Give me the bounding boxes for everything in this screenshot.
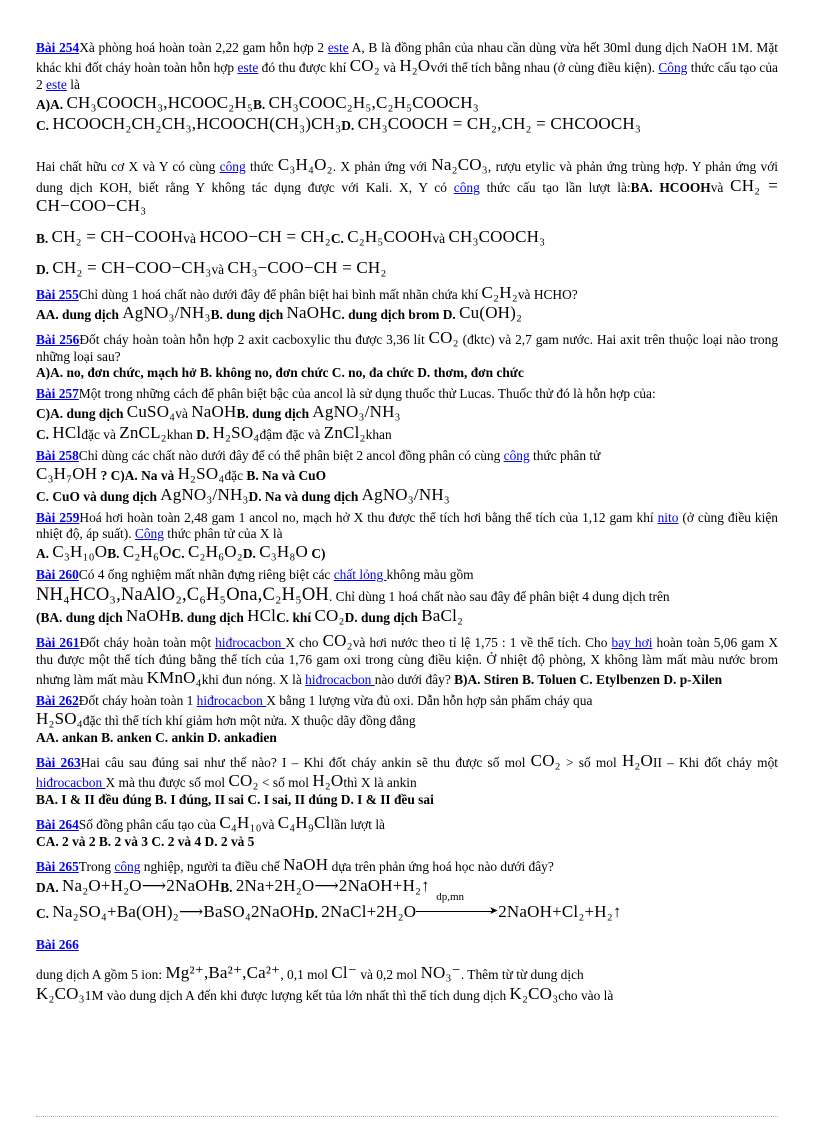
text: và xyxy=(261,817,278,833)
cong-link[interactable]: công xyxy=(503,447,530,463)
question-c3h4o2 xyxy=(36,155,778,279)
option-label: D. xyxy=(196,427,213,443)
question-255 xyxy=(36,283,778,324)
hidrocacbon-link[interactable]: hiđrocacbon xyxy=(305,671,375,687)
option-b: B. 2 và 3 xyxy=(98,833,152,849)
option-c: C₂H₆O₂ xyxy=(188,542,243,562)
text: và xyxy=(379,60,400,76)
options xyxy=(36,792,778,809)
option-b: B. không no, đơn chức xyxy=(199,365,332,381)
question-261-link[interactable]: Bài 261 xyxy=(36,634,80,650)
question-256 xyxy=(36,328,778,382)
formula: H₂O xyxy=(312,771,344,791)
text: . Thêm từ từ dung dịch xyxy=(460,967,584,983)
formula: NO₃⁻ xyxy=(420,963,461,983)
question-263-link[interactable]: Bài 263 xyxy=(36,754,81,770)
formula: NaOH xyxy=(191,402,237,422)
option-b: HCOO−CH = CH₂ xyxy=(199,227,331,247)
text: X bằng 1 lượng vừa đủ oxi. Dẫn hỗn hợp sản phẩm cháy qua xyxy=(266,692,593,708)
text: Hoá hơi hoàn toàn 2,48 gam 1 ancol no, mạch hở X thu được thể tích hơi bằng thể tích của 1,12 gam khí xyxy=(79,509,658,525)
question-261 xyxy=(36,631,778,689)
options xyxy=(36,606,778,627)
text: và xyxy=(710,179,724,195)
question-265 xyxy=(36,855,778,923)
option-c: HCOOCH₂CH₂CH₃,HCOOCH(CH₃)CH₃ xyxy=(52,114,342,134)
formula: CO₂ xyxy=(228,771,259,791)
formula: H₂SO₄ xyxy=(212,423,260,443)
text: không màu gồm xyxy=(386,567,474,583)
option-d: D. 2 và 5 xyxy=(204,833,255,849)
formula: CO₂ xyxy=(349,56,380,76)
electrolysis-arrow xyxy=(416,891,499,918)
chat-long-link[interactable]: chất lỏng xyxy=(333,567,387,583)
option-label: C. xyxy=(36,427,53,443)
options xyxy=(36,464,778,485)
question-259-link[interactable]: Bài 259 xyxy=(36,509,80,525)
nito-link[interactable]: nito xyxy=(657,509,679,525)
text: dung dịch A gồm 5 ion: xyxy=(36,967,166,983)
question-256-link[interactable]: Bài 256 xyxy=(36,332,80,348)
text: Chỉ dùng 1 hoá chất nào dưới đây để phân biệt hai bình mất nhãn chứa khí xyxy=(78,286,482,302)
formula: KMnO₄ xyxy=(146,667,202,687)
option-label: D. dung dịch xyxy=(344,610,422,626)
text: khan xyxy=(365,427,392,443)
text: II – Khi đốt cháy một xyxy=(653,754,778,770)
option-label: C. xyxy=(171,546,189,562)
formula: CuSO₄ xyxy=(126,402,176,422)
question-265-link[interactable]: Bài 265 xyxy=(36,858,79,874)
text: (ở cùng điều kiện nhiệt độ, áp suất). xyxy=(36,509,778,542)
option-label: C. xyxy=(330,231,348,247)
formula: Mg²⁺,Ba²⁺,Ca²⁺ xyxy=(165,963,281,983)
formula: ZnCL₂ xyxy=(119,423,167,443)
document-page xyxy=(36,40,778,1009)
cong-link[interactable]: Công xyxy=(134,526,164,542)
text: X cho xyxy=(285,634,323,650)
options xyxy=(36,258,778,279)
answer-key: CA. 2 và 2 xyxy=(36,833,99,849)
text: đó thu được khí xyxy=(258,60,350,76)
text: cho vào là xyxy=(558,988,614,1004)
formula: AgNO₃/NH₃ xyxy=(160,485,249,504)
option-label: B. dung dịch xyxy=(171,610,248,626)
text: dựa trên phản ứng hoá học nào dưới đây? xyxy=(328,858,554,874)
options xyxy=(36,485,778,506)
options xyxy=(36,876,778,897)
text: Hai câu sau đúng sai như thế nào? I – Khi đốt cháy ankin sẽ thu được số mol xyxy=(80,754,531,770)
hidrocacbon-link[interactable]: hiđrocacbon xyxy=(36,775,106,791)
este-link[interactable]: este xyxy=(46,77,67,93)
formula: Na₂CO₃ xyxy=(431,154,488,174)
option-label: D. xyxy=(304,906,322,922)
answer-key: AA. dung dịch xyxy=(36,307,123,323)
text: với thể tích bằng nhau (ở cùng điều kiện). xyxy=(430,60,659,76)
text: (đktc) và 2,7 gam nước. Hai axit trên thuộc loại nào trong những loại sau? xyxy=(36,332,779,364)
option-label: C. dung dịch brom xyxy=(331,307,443,323)
text: và 0,2 mol xyxy=(356,967,421,983)
formula: Cl⁻ xyxy=(331,963,357,983)
text: thức phân tử xyxy=(529,447,601,463)
option-label: D. xyxy=(242,546,260,562)
text: Một trong những cách để phân biệt bậc của ancol là sử dụng thuốc thử Lucas. Thuốc thử đó là hỗn hợp của: xyxy=(78,386,656,402)
text-row xyxy=(36,984,778,1005)
formula: NaOH xyxy=(283,854,329,874)
formula: AgNO₃/NH₃ xyxy=(312,402,401,422)
formula: Cu(OH)₂ xyxy=(459,303,523,323)
text: và xyxy=(432,231,446,247)
text: A, B là đồng phân của nhau cần dùng vừa hết 30ml dung dịch NaOH 1M. Mặt khác khi đốt cháy hoàn toàn hỗn hợp xyxy=(36,40,779,76)
text: > số mol xyxy=(560,754,622,770)
text: < số mol xyxy=(258,775,313,791)
formula: CO₂ xyxy=(428,328,459,348)
answer-key: A)A. xyxy=(36,97,67,113)
formula: C₃H₄O₂ xyxy=(277,154,333,174)
options xyxy=(36,891,778,923)
text: và xyxy=(175,406,192,422)
option-label: D. xyxy=(341,118,358,134)
options xyxy=(36,423,778,444)
option-d: CH₃−COO−CH = CH₂ xyxy=(227,257,387,277)
option-d: CH₂ = CH−COO−CH₃ xyxy=(52,257,212,277)
option-label: B. xyxy=(220,879,236,895)
cong-link[interactable]: Công xyxy=(658,60,688,76)
options xyxy=(36,93,778,114)
text: 1M vào dung dịch A đến khi được lượng kết tủa lớn nhất thì thể tích dung dịch xyxy=(84,988,510,1004)
question-254-link[interactable]: Bài 254 xyxy=(36,40,80,55)
question-258 xyxy=(36,448,778,506)
arrow-line xyxy=(416,911,492,912)
question-259 xyxy=(36,510,778,563)
option-label: D. xyxy=(442,307,460,323)
option-d: D. p-Xilen xyxy=(663,671,723,687)
text-row xyxy=(36,963,778,984)
answer-key: BA. HCOOH xyxy=(630,179,711,195)
cong-link[interactable]: công xyxy=(219,158,246,174)
text: thức cấu tạo của 2 xyxy=(36,60,778,93)
options xyxy=(36,709,778,730)
formula: C₄H₁₀ xyxy=(219,813,262,833)
question-262-link[interactable]: Bài 262 xyxy=(36,692,79,708)
bay-hoi-link[interactable]: bay hơi xyxy=(611,634,653,650)
question-264-link[interactable]: Bài 264 xyxy=(36,817,79,833)
formula: NaOH xyxy=(286,303,332,323)
answer-key: (BA. dung dịch xyxy=(36,610,127,626)
option-d: D. ankađien xyxy=(207,729,277,745)
arrow-label: dp,mn xyxy=(436,891,464,904)
formula: K₂CO₃ xyxy=(509,984,559,1004)
option-d: D. Na và dung dịch xyxy=(248,489,362,504)
option-a: Na₂O+H₂O⟶2NaOH xyxy=(62,875,221,895)
text: nghiệp, người ta điều chế xyxy=(140,858,284,874)
text: nào dưới đây? xyxy=(374,671,455,687)
option-label: C. xyxy=(36,906,53,922)
question-257 xyxy=(36,386,778,444)
option-a: CH₂ = CH−COO−CH₃ xyxy=(36,175,778,216)
answer-key: C)A. dung dịch xyxy=(36,406,127,422)
formula: HCl xyxy=(247,606,277,626)
option-d: D. thơm, đơn chức xyxy=(417,365,524,381)
question-266-link[interactable]: Bài 266 xyxy=(36,937,79,953)
formula: BaCl₂ xyxy=(421,606,464,626)
options xyxy=(36,365,778,382)
option-b: B. anken xyxy=(101,729,156,745)
text: Hai chất hữu cơ X và Y có cùng xyxy=(36,158,220,174)
text: Có 4 ống nghiệm mất nhãn đựng riêng biệt các xyxy=(78,567,334,583)
answer-key: AA. ankan xyxy=(36,729,102,745)
option-b: B. Toluen xyxy=(521,671,580,687)
option-c: C. CuO và dung dịch xyxy=(36,489,161,504)
question-257-link[interactable]: Bài 257 xyxy=(36,386,79,402)
text: . X phản ứng với xyxy=(332,158,432,174)
option-label: D. xyxy=(36,261,53,277)
question-255-link[interactable]: Bài 255 xyxy=(36,286,79,302)
arrow-head-icon: ➤ xyxy=(488,905,499,918)
option-c: Na₂SO₄+Ba(OH)₂⟶BaSO₄2NaOH xyxy=(52,902,305,922)
option-a: C₃H₁₀O xyxy=(52,542,108,562)
question-266 xyxy=(36,937,778,1005)
option-label: B. xyxy=(252,97,269,113)
formula: H₂O xyxy=(621,750,654,770)
text: thì X là ankin xyxy=(343,775,417,791)
formula: CO₂ xyxy=(530,750,561,770)
option-c: C. Etylbenzen xyxy=(579,671,664,687)
text: Chỉ dùng các chất nào dưới đây để có thể phân biệt 2 ancol đồng phân có cùng xyxy=(78,447,504,463)
text: Đốt cháy hoàn toàn hỗn hợp 2 axit cacboxylic thu được 3,36 lít xyxy=(79,332,429,348)
option-b: B. Na và CuO xyxy=(246,468,327,484)
answer-key: C) xyxy=(308,546,326,562)
option-c: C₂H₅COOH xyxy=(347,227,433,247)
option-c: C. I sai, II đúng xyxy=(247,792,341,808)
formula: AgNO₃/NH₃ xyxy=(361,485,450,504)
option-d: 2NaOH+Cl₂+H₂↑ xyxy=(498,902,622,922)
formula: CO₂ xyxy=(314,606,345,626)
formula: C₃H₇OH xyxy=(36,464,98,484)
este-link[interactable]: este xyxy=(327,40,349,55)
text: . Chỉ dùng 1 hoá chất nào sau đây để phân biệt 4 dung dịch trên xyxy=(328,588,670,604)
text: khan xyxy=(166,427,197,443)
text: và HCHO? xyxy=(517,286,578,302)
option-label: B. dung dịch xyxy=(236,406,313,422)
page-bottom-divider xyxy=(36,1116,778,1117)
text: , rượu etylic và phản ứng trùng hợp. Y phản ứng với dung dịch KOH, biết rằng Y không tác dụng được với Kali. X, Y có xyxy=(36,158,779,195)
option-label: B. xyxy=(36,231,52,247)
answer-key: ? C)A. Na và xyxy=(97,468,178,484)
options xyxy=(36,542,778,563)
option-label: C. xyxy=(36,118,53,134)
formula: AgNO₃/NH₃ xyxy=(122,303,211,323)
options xyxy=(36,584,778,607)
option-d: CH₃COOCH = CH₂,CH₂ = CHCOOCH₃ xyxy=(357,114,642,134)
text: khi đun nóng. X là xyxy=(201,671,306,687)
text: lần lượt là xyxy=(330,817,385,833)
text: thức cấu tạo lần lượt là: xyxy=(479,179,631,195)
option-a: CH₃COOCH₃,HCOOC₂H₅ xyxy=(66,93,253,113)
formula: HCl xyxy=(52,423,82,443)
text: Trong xyxy=(78,858,115,874)
text: đặc và xyxy=(81,427,120,443)
question-258-link[interactable]: Bài 258 xyxy=(36,447,79,463)
hidrocacbon-link[interactable]: hiđrocacbon xyxy=(196,692,267,708)
text: hoàn toàn 5,06 gam X thu được một thể tích đúng bằng thể tích của 1,76 gam oxi trong cùng điều kiện. Ở nhiệt độ phòng, X không làm mất màu nước brom nhưng làm mất màu xyxy=(36,634,779,687)
answer-key: BA. I & II đều đúng xyxy=(36,792,155,808)
option-c: CH₃COOCH₃ xyxy=(448,227,546,247)
question-262 xyxy=(36,693,778,747)
formula: C₄H₉Cl xyxy=(277,813,331,833)
formula: CO₂ xyxy=(322,630,353,650)
text: thức xyxy=(245,158,278,174)
options xyxy=(36,227,778,248)
text: thức phân tử của X là xyxy=(163,526,283,542)
formula: NaOH xyxy=(126,606,172,626)
options xyxy=(36,114,778,135)
text: , 0,1 mol xyxy=(280,967,332,983)
options xyxy=(36,303,778,324)
answer-key: B)A. Stiren xyxy=(454,671,522,687)
formula: C₂H₂ xyxy=(481,282,518,302)
question-260 xyxy=(36,567,778,627)
option-c: C. no, đa chức xyxy=(331,365,418,381)
text: đặc thì thể tích khí giảm hơn một nửa. X thuộc dãy đồng đẳng xyxy=(82,712,416,728)
text: Số đồng phân cấu tạo của xyxy=(78,817,220,833)
option-b: B. I đúng, II sai xyxy=(154,792,248,808)
text: và xyxy=(211,261,225,277)
text: đậm đặc và xyxy=(259,427,324,443)
cong-link[interactable]: công xyxy=(453,179,480,195)
formula: H₂SO₄ xyxy=(177,464,225,484)
option-label: C. khí xyxy=(276,610,315,626)
text: Đốt cháy hoàn toàn một xyxy=(79,634,216,650)
option-label: B. xyxy=(107,546,123,562)
options xyxy=(36,730,778,747)
cong-link[interactable]: công xyxy=(114,858,141,874)
option-b: 2Na+2H₂O⟶2NaOH+H₂↑ xyxy=(235,875,430,895)
answer-key: A)A. no, đơn chức, mạch hở xyxy=(36,365,200,381)
hidrocacbon-link[interactable]: hiđrocacbon xyxy=(215,634,286,650)
text: là xyxy=(66,77,80,93)
text: Xà phòng hoá hoàn toàn 2,22 gam hỗn hợp 2 xyxy=(79,40,328,55)
option-b: C₂H₆O xyxy=(122,542,172,562)
option-b: CH₃COOC₂H₅,C₂H₅COOCH₃ xyxy=(268,93,479,113)
option-d: D. I & II đều sai xyxy=(340,792,434,808)
option-c: C. ankin xyxy=(155,729,208,745)
option-label: B. dung dịch xyxy=(210,307,287,323)
answer-key: DA. xyxy=(36,879,63,895)
text: và hơi nước theo tỉ lệ 1,75 : 1 về thể tích. Cho xyxy=(352,634,612,650)
text: đặc xyxy=(224,468,247,484)
formula: H₂SO₄ xyxy=(36,708,83,728)
formula: NH₄HCO₃,NaAlO₂,C₆H₅Ona,C₂H₅OH xyxy=(36,584,329,605)
option-b: CH₂ = CH−COOH xyxy=(51,227,184,247)
question-264 xyxy=(36,813,778,851)
option-d: 2NaCl+2H₂O xyxy=(321,902,417,922)
formula: K₂CO₃ xyxy=(36,984,85,1004)
option-c: C. 2 và 4 xyxy=(151,833,205,849)
text: Đốt cháy hoàn toàn 1 xyxy=(78,692,197,708)
text: và xyxy=(183,231,196,247)
question-260-link[interactable]: Bài 260 xyxy=(36,567,79,583)
este-link[interactable]: este xyxy=(237,60,259,76)
options xyxy=(36,402,778,423)
option-d: C₃H₈O xyxy=(259,542,309,562)
question-263 xyxy=(36,751,778,809)
options xyxy=(36,834,778,851)
option-label: A. xyxy=(36,546,53,562)
text: X mà thu được số mol xyxy=(105,775,229,791)
question-254 xyxy=(36,40,778,135)
formula: ZnCl₂ xyxy=(323,423,366,443)
formula: H₂O xyxy=(399,56,431,76)
